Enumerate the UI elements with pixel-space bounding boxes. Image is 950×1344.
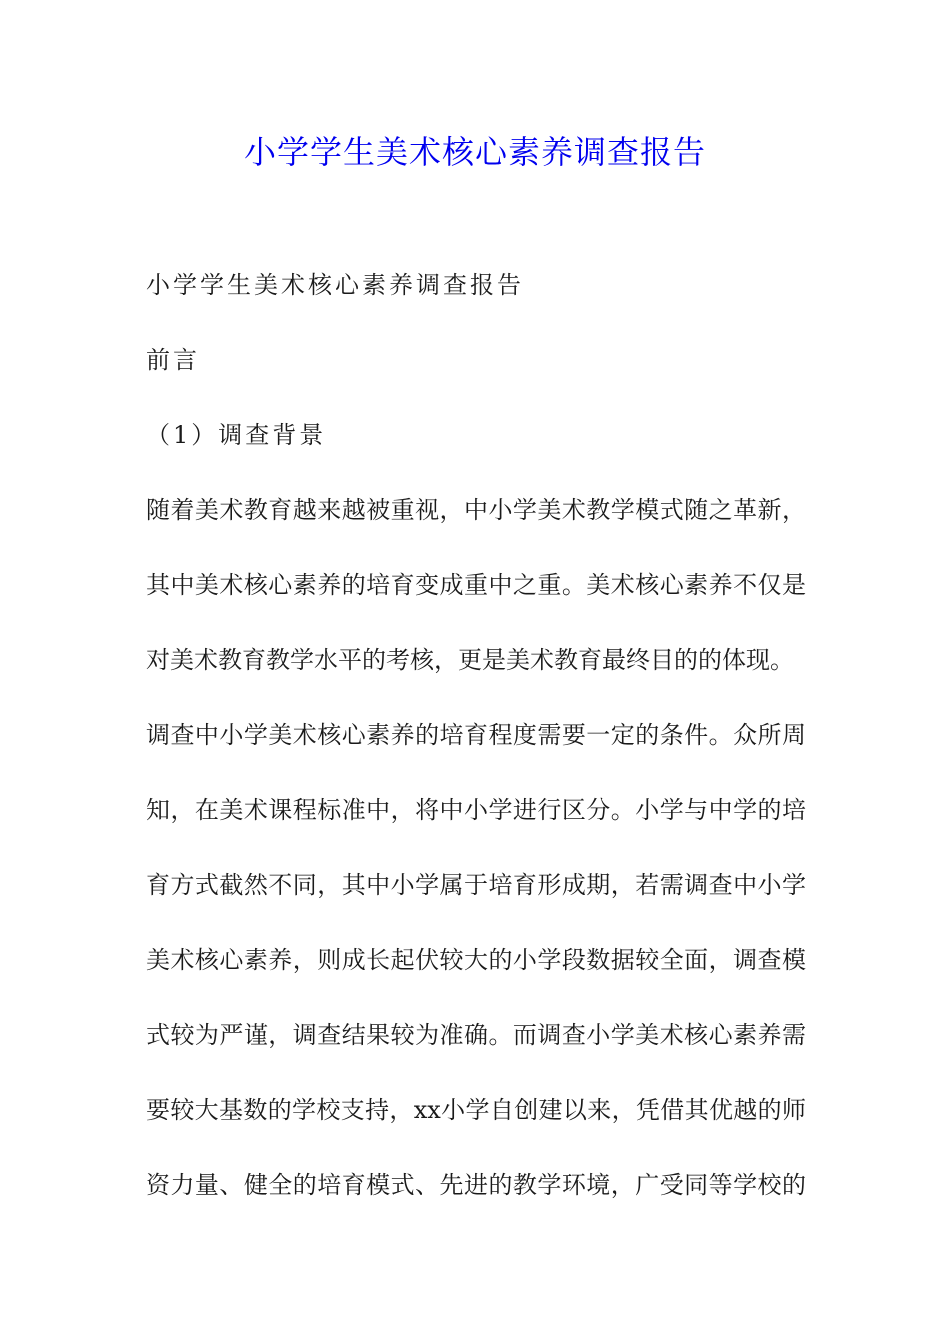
paragraph-line: 育方式截然不同，其中小学属于培育形成期，若需调查中小学 [146,871,806,899]
paragraph-line: 对美术教育教学水平的考核，更是美术教育最终目的的体现。 [146,646,794,674]
paragraph-line: 调查中小学美术核心素养的培育程度需要一定的条件。众所周 [146,721,806,749]
document-title: 小学学生美术核心素养调查报告 [243,133,706,171]
paragraph-line: 要较大基数的学校支持，xx小学自创建以来，凭借其优越的师 [146,1096,806,1124]
paragraph-line: 知，在美术课程标准中，将中小学进行区分。小学与中学的培 [146,796,806,824]
paragraph-line: 其中美术核心素养的培育变成重中之重。美术核心素养不仅是 [146,571,806,599]
section-heading: 前言 [146,346,200,374]
subsection-heading: （1）调查背景 [146,421,327,449]
document-subtitle: 小学学生美术核心素养调查报告 [146,271,524,299]
paragraph-line: 式较为严谨，调查结果较为准确。而调查小学美术核心素养需 [146,1021,806,1049]
paragraph-line: 随着美术教育越来越被重视，中小学美术教学模式随之革新， [146,496,806,524]
paragraph-line: 美术核心素养，则成长起伏较大的小学段数据较全面，调查模 [146,946,806,974]
paragraph-line: 资力量、健全的培育模式、先进的教学环境，广受同等学校的 [146,1171,806,1199]
